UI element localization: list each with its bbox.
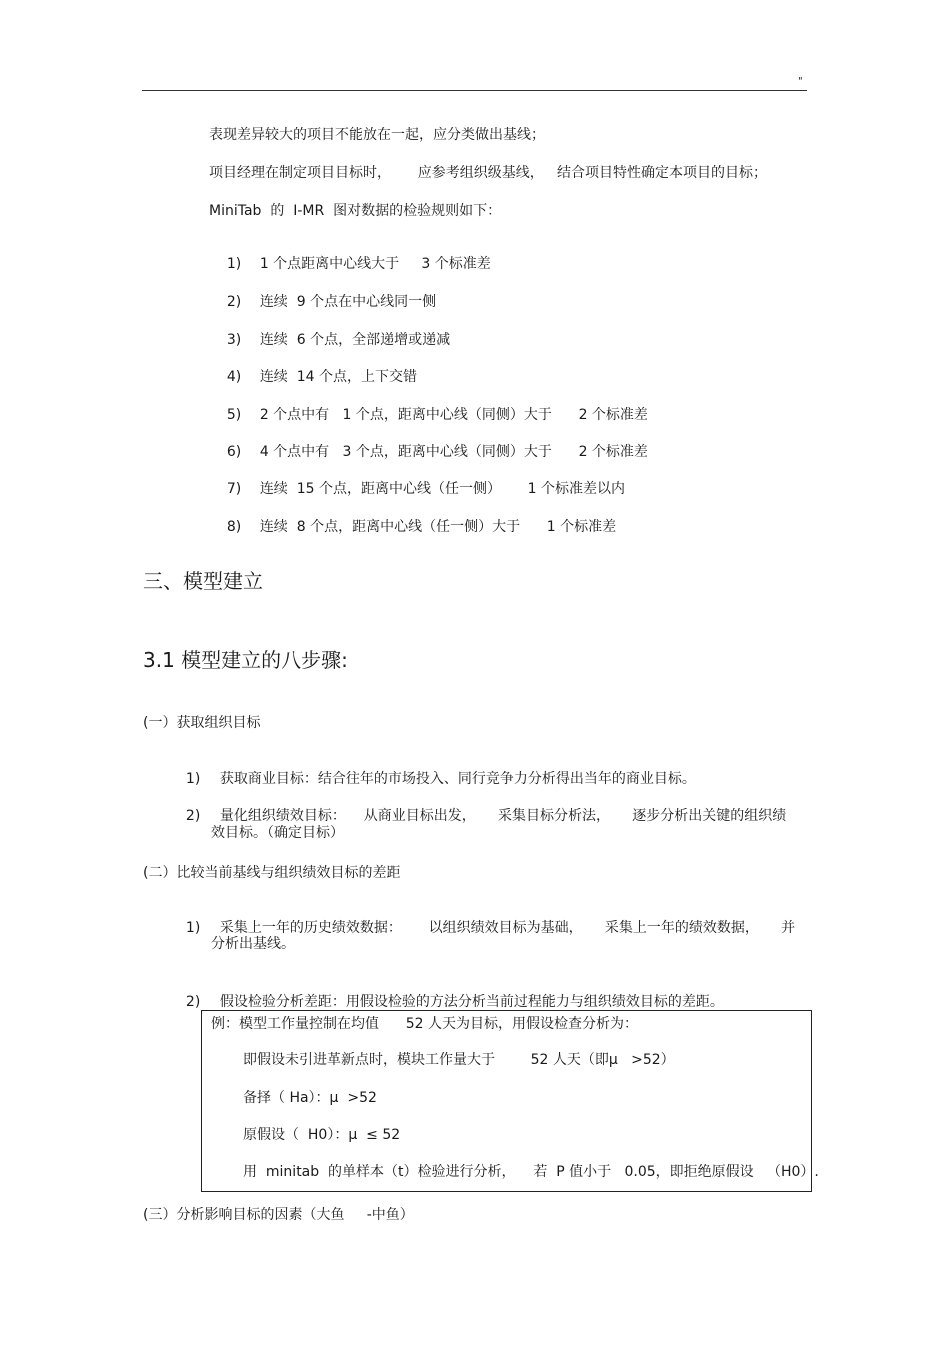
step-2-item-continuation: 分析出基线。 bbox=[211, 936, 295, 952]
step-2-item bbox=[177, 901, 795, 937]
rule-text: 连续 14 个点，上下交错 bbox=[259, 369, 417, 385]
example-line: 例：模型工作量控制在均值 52 人天为目标，用假设检查分析为： bbox=[211, 1016, 638, 1032]
header-rule bbox=[142, 90, 807, 91]
rule-number: 6) bbox=[226, 444, 242, 460]
step-1-title: (一）获取组织目标 bbox=[143, 715, 261, 731]
rule-text: 4 个点中有 3 个点，距离中心线（同侧）大于 2 个标准差 bbox=[259, 444, 648, 460]
item-text: 采集上一年的历史绩效数据： 以组织绩效目标为基础， 采集上一年的绩效数据， 并 bbox=[219, 920, 796, 936]
intro-line-2: 项目经理在制定项目目标时， 应参考组织级基线， 结合项目特性确定本项目的目标； bbox=[209, 165, 768, 181]
step-1-item bbox=[177, 752, 696, 788]
step-1-item-continuation: 效目标。（确定目标） bbox=[211, 825, 344, 841]
example-line: 用 minitab 的单样本（t）检验进行分析， 若 P 值小于 0.05，即拒绝原假设 （H0）. bbox=[243, 1164, 819, 1180]
rule-item bbox=[209, 500, 616, 554]
subsection-heading: 3.1 模型建立的八步骤: bbox=[143, 648, 348, 672]
step-1-item bbox=[177, 789, 786, 825]
item-text: 获取商业目标：结合往年的市场投入、同行竞争力分析得出当年的商业目标。 bbox=[219, 771, 696, 787]
step-2-item bbox=[177, 975, 724, 1011]
rule-text: 连续 6 个点，全部递增或递减 bbox=[259, 332, 451, 348]
header-mark: " bbox=[798, 76, 803, 87]
example-line: 原假设（ H0）：μ ≤ 52 bbox=[243, 1127, 401, 1143]
example-line: 备择（ Ha）：μ >52 bbox=[243, 1090, 377, 1106]
rule-number: 3) bbox=[226, 332, 242, 348]
rule-number: 5) bbox=[226, 407, 242, 423]
item-text: 量化组织绩效目标： 从商业目标出发， 采集目标分析法， 逐步分析出关键的组织绩 bbox=[219, 808, 787, 824]
item-number: 2) bbox=[185, 994, 201, 1010]
rule-number: 8) bbox=[226, 519, 242, 535]
rule-text: 1 个点距离中心线大于 3 个标准差 bbox=[259, 256, 491, 272]
rule-text: 连续 9 个点在中心线同一侧 bbox=[259, 294, 437, 310]
rule-number: 2) bbox=[226, 294, 242, 310]
rule-text: 连续 15 个点，距离中心线（任一侧） 1 个标准差以内 bbox=[259, 481, 626, 497]
intro-line-3: MiniTab 的 I-MR 图对数据的检验规则如下： bbox=[209, 203, 502, 219]
rule-number: 1) bbox=[226, 256, 242, 272]
item-text: 假设检验分析差距：用假设检验的方法分析当前过程能力与组织绩效目标的差距。 bbox=[219, 994, 724, 1010]
rule-text: 连续 8 个点，距离中心线（任一侧）大于 1 个标准差 bbox=[259, 519, 617, 535]
intro-line-1: 表现差异较大的项目不能放在一起，应分类做出基线； bbox=[209, 127, 545, 143]
example-line: 即假设未引进革新点时，模块工作量大于 52 人天（即μ >52） bbox=[243, 1052, 675, 1068]
item-number: 2) bbox=[185, 808, 201, 824]
rule-number: 7) bbox=[226, 481, 242, 497]
rule-number: 4) bbox=[226, 369, 242, 385]
item-number: 1) bbox=[185, 920, 201, 936]
section-heading: 三、模型建立 bbox=[143, 569, 263, 593]
step-3-title: (三）分析影响目标的因素（大鱼 -中鱼） bbox=[143, 1207, 414, 1223]
rule-text: 2 个点中有 1 个点，距离中心线（同侧）大于 2 个标准差 bbox=[259, 407, 648, 423]
step-2-title: (二）比较当前基线与组织绩效目标的差距 bbox=[143, 865, 401, 881]
item-number: 1) bbox=[185, 771, 201, 787]
